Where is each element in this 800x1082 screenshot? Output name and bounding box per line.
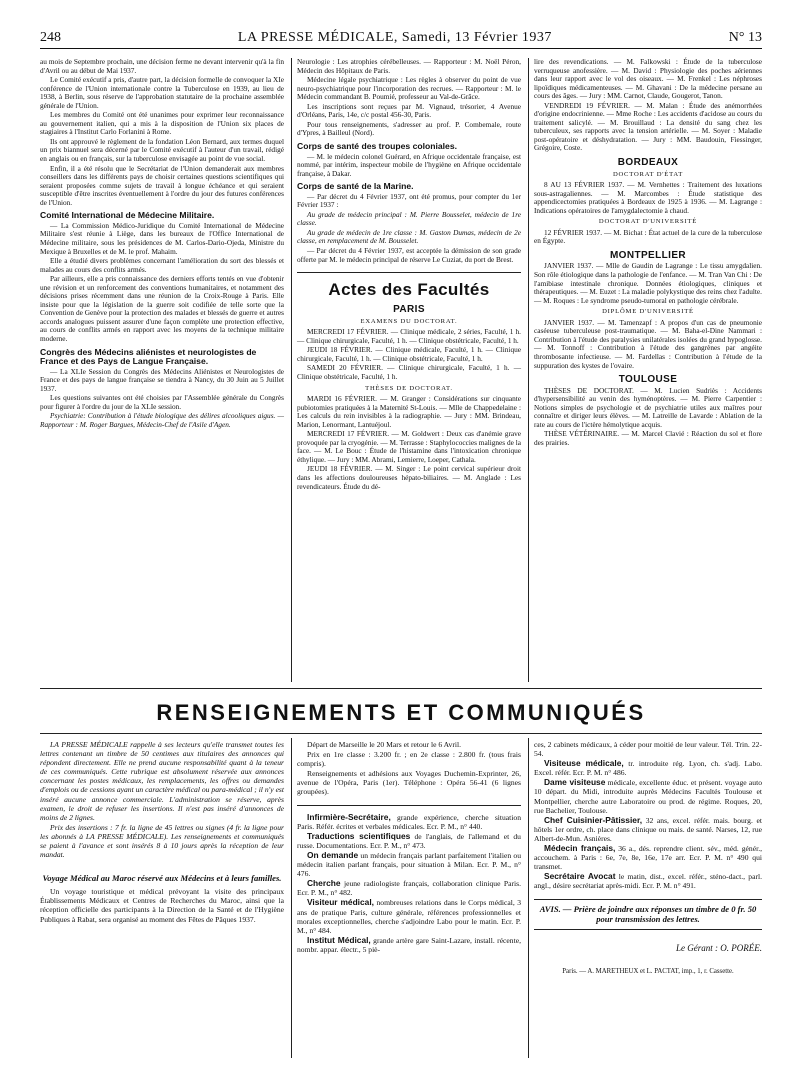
classified-ad bbox=[534, 872, 762, 890]
column-divider bbox=[528, 58, 529, 682]
paragraph: JANVIER 1937. — M. Tamenzapf : A propos d'un cas de pneumonie caséeuse tuberculeuse post-traumatique. — M. Baha-el-Dine Nammari : Contribution à l'étude des paralysies unilatérales isolées du grand hypoglosse. — M. Tonnoff : Contribution à l'étude des gangrènes par angéite thrombosante infectieuse. — M. Fardellas : Contribution à l'étude de la suppuration des kystes de l'ovaire. bbox=[534, 317, 762, 370]
ad-title: Médecin français, bbox=[544, 843, 616, 854]
ad-title: Visiteuse médicale, bbox=[544, 758, 624, 769]
paragraph: Pour tous renseignements, s'adresser au prof. P. Combemale, route d'Ypres, à Bailleul (Nord). bbox=[297, 119, 521, 138]
paragraph: au mois de Septembre prochain, une décision ferme ne devant intervenir qu'à la fin d'Avril ou au début de Mai 1937. bbox=[40, 57, 284, 75]
classified-ad bbox=[297, 813, 521, 831]
paragraph: THÈSES DE DOCTORAT. — M. Lucien Sudriès : Accidents d'hypersensibilité au venin des hyménoptères. — M. Pierre Carpentier : Notions simples de psychologie et de psychiatrie utiles aux maîtres pour connaître et diriger leurs élèves. — M. Latreille de Lavarde : Ablation de la rate au cours de l'ictère hémolytique acquis. bbox=[534, 385, 762, 429]
ad-text: grande expérience, cherche situation Paris. Référ. écrites et verbales médicales. Ecr. P. M., n° 440. bbox=[297, 812, 521, 831]
ad-title: On demande bbox=[307, 849, 359, 860]
paragraph: — La Commission Médico-Juridique du Comité International de Médecine Militaire s'est réunie à Liège, dans les bureaux de l'Office International de Médecine militaire, sous les présidences de M. Carlos-Dario-Ojeda, Ministre du Mexique à Bruxelles et de M. le prof. Mahaim. bbox=[40, 220, 284, 256]
column-3 bbox=[534, 58, 762, 447]
paragraph: — Par décret du 4 Février 1937, ont été promus, pour compter du 1er Février 1937 : bbox=[297, 191, 521, 210]
notice-paragraph: LA PRESSE MÉDICALE rappelle à ses lecteurs qu'elle transmet toutes les lettres contenant un timbre de 50 centimes aux titulaires des annonces qui répondent directement. Elle ne prend aucune responsabilité quant à la teneur de ces communiqués. Cette rubrique est absolument réservée aux annonces concernant les postes médicaux, les remplacements, les offres ou demandes d'emplois ou de cessions ayant un caractère médical ou para-médical ; il n'y est inséré aucune annonce commerciale. L'administration se réserve, après examen, le droit de refuser les insertions. Il n'est pas inséré d'annonces de moins de 2 lignes. bbox=[40, 740, 284, 822]
section-heading: Congrès des Médecins aliénistes et neurologistes de France et des Pays de Langue Française. bbox=[40, 346, 257, 367]
classified-ad bbox=[297, 832, 521, 850]
paragraph: lire des revendications. — M. Falkowski : Étude de la tuberculose verruqueuse anofessière. — M. David : Physiologie des poches aériennes dans leur rapport avec le vol des oiseaux. — M. Frenkel : Les néphroses lipoïdiques médicamenteuses. — M. Ghavani : De la médecine persane au cours des âges. — Jury : MM. Carnot, Claude, Gougerot, Tanon. bbox=[534, 57, 762, 101]
paragraph: MARDI 16 FÉVRIER. — M. Granger : Considérations sur cinquante pubiotomies pratiquées à la Maternité St-Louis. — Mlle de Chappedelaine : Les calculs du rein invisibles à la radiographie. — Jury : MM. Brindeau, Marion, Lenormant, Lantuéjoul. bbox=[297, 394, 521, 429]
paragraph: JEUDI 18 FÉVRIER. — Clinique médicale, Faculté, 1 h. — Clinique chirurgicale, Faculté, 1 h. — Clinique obstétricale, Faculté, 1 h. bbox=[297, 345, 521, 363]
ad-text: un médecin français parlant parfaitement l'italien ou médecin italien parlant français, pour situation à Milan. Ecr. P. M., n° 476. bbox=[297, 850, 521, 879]
ad-text: de l'anglais, de l'allemand et du russe. Documentations. Ecr. P. M., n° 473. bbox=[297, 831, 521, 850]
paragraph: JEUDI 18 FÉVRIER. — M. Singer : Le point cervical supérieur droit dans les affections douloureuses hépato-biliaires. — M. Anglade : Les revendicateurs. Étude du dé- bbox=[297, 464, 521, 491]
ad-title: Dame visiteuse bbox=[544, 777, 606, 788]
paragraph: Départ de Marseille le 20 Mars et retour le 6 Avril. bbox=[307, 740, 462, 749]
subheading: DOCTORAT D'UNIVERSITÉ bbox=[598, 218, 698, 226]
ad-title: Visiteur médical, bbox=[307, 897, 374, 908]
city-heading: PARIS bbox=[393, 304, 425, 316]
paragraph: JANVIER 1937. — Mlle de Gaudin de Lagrange : Le tissu amygdalien. Son rôle étiologique dans la pathologie de l'enfance. — M. Tran Van Chi : De l'amibiase intestinale chronique. Données étiologiques, cliniques et thérapeutiques. — M. Euzet : La maladie polykystique des reins chez l'adulte. — M. Roques : Le syndrome pseudo-tumoral en pathologie cérébrale. bbox=[534, 261, 762, 305]
printer-line: Paris. — A. MARETHEUX et L. PACTAT, imp., 1, r. Cassette. bbox=[562, 967, 734, 975]
bottom-column-1 bbox=[40, 740, 284, 924]
column-divider bbox=[291, 738, 292, 1058]
paragraph: Le Comité exécutif a pris, d'autre part, la décision formelle de convoquer la XIe conférence de l'Union internationale contre la Tuberculose en 1939, au lieu de 1938, à Berlin, sous réserve de l'approbation statutaire de la prochaine assemblée générale de l'Union. bbox=[40, 75, 284, 110]
paragraph: Elle a étudié divers problèmes concernant l'amélioration du sort des blessés et malades au cours des conflits armés. bbox=[40, 256, 284, 274]
paragraph: Au grade de médecin principal : M. Pierre Bousselet, médecin de 1re classe. bbox=[297, 209, 521, 228]
price-paragraph: Prix des insertions : 7 fr. la ligne de 45 lettres ou signes (4 fr. la ligne pour les abonnés à LA PRESSE MÉDICALE). Les renseignements et communiqués se paient à l'avance et sont insérés 8 à 10 jours après la réception de leur mandat. bbox=[40, 822, 284, 860]
classified-ad bbox=[297, 851, 521, 878]
paragraph: Les membres du Comité ont été unanimes pour exprimer leur reconnaissance au gouvernement italien, qui a mis à la disposition de l'Union six places de stagiaires à l'Institut Carlo Forlanini à Rome. bbox=[40, 110, 284, 137]
paragraph: MERCREDI 17 FÉVRIER. — Clinique médicale, 2 séries, Faculté, 1 h. — Clinique chirurgicale, Faculté, 1 h. — Clinique obstétricale, Faculté, 1 h. bbox=[297, 327, 521, 345]
ad-title: Infirmière-Secrétaire, bbox=[307, 811, 391, 822]
ad-text: 32 ans, excel. référ. mais. bourg. et hôtels 1er ordre, ch. place dans clinique ou mais. de santé. Narses, 12, rue Albert-de-Mun. Asnières. bbox=[534, 815, 762, 843]
column-2 bbox=[297, 58, 521, 491]
section-heading: Corps de santé de la Marine. bbox=[297, 181, 414, 192]
classified-ad bbox=[534, 759, 762, 777]
paragraph: SAMEDI 20 FÉVRIER. — Clinique chirurgicale, Faculté, 1 h. — Clinique obstétricale, Faculté, 1 h. bbox=[297, 363, 521, 381]
paragraph: ces, 2 cabinets médicaux, à céder pour moitié de leur valeur. Tél. Trin. 22-54. bbox=[534, 740, 762, 759]
paragraph: Ils ont approuvé le règlement de la fondation Léon Bernard, aux termes duquel un prix biannuel sera décerné par le Comité exécutif à l'auteur d'un travail, rédigé en anglais ou en français, sur la tuberculose envisagée au point de vue social. bbox=[40, 136, 284, 164]
classified-ad bbox=[534, 844, 762, 871]
section-heading: Comité International de Médecine Militaire. bbox=[40, 210, 215, 221]
bottom-column-3 bbox=[534, 740, 762, 976]
city-heading: TOULOUSE bbox=[618, 374, 678, 386]
publication-title: LA PRESSE MÉDICALE, Samedi, 13 Février 1937 bbox=[237, 30, 552, 45]
column-divider bbox=[528, 738, 529, 1058]
page-header bbox=[40, 24, 762, 49]
paragraph: — M. le médecin colonel Guérard, en Afrique occidentale française, est nommé, par intérim, inspecteur mobile de l'hygiène en Afrique occidentale française, à Dakar. bbox=[297, 151, 521, 178]
paragraph: Enfin, il a été résolu que le Secrétariat de l'Union demanderait aux membres conseillers dans les différents pays de choisir certaines questions scientifiques qui seraient proposées comme sujets de travail à longue échéance et qui seraient susceptible d'être inscrites éventuellement à l'ordre du jour des futures conférences de l'Union. bbox=[40, 163, 284, 207]
ad-text: tr. introduite rég. Lyon, ch. s'adj. Labo. Excel. référ. Ecr. P. M. n° 486. bbox=[534, 759, 763, 778]
ad-title: Traductions scientifiques bbox=[307, 830, 411, 841]
classified-ad bbox=[534, 778, 762, 814]
classified-ad bbox=[297, 936, 521, 954]
column-1 bbox=[40, 58, 284, 430]
paragraph: Au grade de médecin de 1re classe : M. Gaston Dumas, médecin de 2e classe, en remplacement de M. Bousselet. bbox=[297, 227, 521, 246]
paragraph: Prix en 1re classe : 3.200 fr. ; en 2e classe : 2.800 fr. (tous frais compris). bbox=[297, 750, 521, 769]
gerant-signature: Le Gérant : O. PORÉE. bbox=[676, 942, 762, 953]
paragraph: Neurologie : Les atrophies cérébelleuses. — Rapporteur : M. Noël Péron, Médecin des Hôpitaux de Paris. bbox=[297, 57, 521, 75]
city-heading: MONTPELLIER bbox=[609, 249, 687, 261]
section-rule bbox=[40, 688, 762, 689]
ad-title: Chef Cuisinier-Pâtissier, bbox=[544, 814, 643, 825]
section-rule bbox=[40, 733, 762, 734]
paragraph: Un voyage touristique et médical prévoyant la visite des principaux Établissements Médicaux et Centres de Recherches du Maroc, ainsi que la réception officielle des participants à la Direction de la Santé et de l'Hygiène Publiques à Rabat, sera organisé au moment des Fêtes de Pâques 1937. bbox=[40, 887, 284, 924]
bottom-column-2 bbox=[297, 740, 521, 954]
paragraph: Psychiatrie: Contribution à l'étude biologique des délires alcooliques aigus. — Rapporteur : M. Roger Bargues, Médecin-Chef de l'Asile d'Agen. bbox=[40, 411, 284, 430]
paragraph: — Par décret du 4 Février 1937, est acceptée la démission de son grade offerte par M. le médecin principal de réserve Le Cuziat, du port de Brest. bbox=[297, 246, 521, 264]
paragraph: Les questions suivantes ont été choisies par l'Assemblée générale du Congrès pour figurer à l'ordre du jour de la XLIe session. bbox=[40, 393, 284, 411]
paragraph: Renseignements et adhésions aux Voyages Duchemin-Exprinter, 26, avenue de l'Opéra, Paris (1er). Téléphone : Opéra 56-41 (6 lignes groupées). bbox=[297, 769, 521, 797]
paragraph: VENDREDI 19 FÉVRIER. — M. Malan : Étude des anémorrhées d'origine endocrinienne. — Mme Roche : Les accidents d'acidose au cours du traitement salicylé. — M. Brouillaud : La densité du sang chez les tuberculeux, ses rapports avec la tension artérielle. — M. Soyer : Maladie post-opératoire et déshydratation. — Jury : MM. Baudouin, Fiessinger, Grégoire, Coste. bbox=[534, 100, 762, 153]
issue-number: N° 13 bbox=[728, 30, 762, 45]
page-number: 248 bbox=[40, 30, 61, 45]
paragraph: Médecine légale psychiatrique : Les règles à observer du point de vue neuro-psychiatrique pour l'incorporation des recrues. — Rapporteur : M. le Médecin commandant B. Poumié, professeur au Val-de-Grâce. bbox=[297, 75, 521, 102]
avis-box: AVIS. — Prière de joindre aux réponses un timbre de 0 fr. 50 pour transmission des lettres. bbox=[534, 899, 762, 930]
ad-text: jeune radiologiste français, collaboration clinique Paris. Ecr. P. M., n° 482. bbox=[297, 879, 522, 898]
paragraph: MERCREDI 17 FÉVRIER. — M. Goldwert : Deux cas d'anémie grave provoquée par la cryogénie. — M. Terrasse : Staphylococcies malignes de la face. — M. Le Bouc : Étude de l'histamine dans l'intoxication chronique éthylique. — Jury : MM. Abrami, Lemierre, Loeper, Cathala. bbox=[297, 429, 521, 464]
ad-text: grande artère gare Saint-Lazare, install. récente, nombr. appar. électr., 5 piè- bbox=[297, 935, 521, 954]
rule bbox=[297, 805, 521, 807]
subheading: DIPLÔME D'UNIVERSITÉ bbox=[602, 308, 694, 316]
paragraph: — La XLIe Session du Congrès des Médecins Aliénistes et Neurologistes de France et des pays de langue française se tiendra à Nancy, du 30 Juin au 5 Juillet 1937. bbox=[40, 366, 284, 393]
paragraph: Par ailleurs, elle a pris connaissance des derniers efforts tentés en vue d'obtenir une révision et un renforcement des conventions humanitaires, et notamment des décisions prises récemment dans une réunion de la Croix-Rouge à Paris. Elle insiste pour que la législation de la guerre soit codifiée de telle sorte que la Convention de Genève pour la protection des malades et blessés de guerre et autres accords analogues puissent assurer d'une façon complète une protection effective, au cours de conflits armés en rapport avec les moyens de la technique militaire moderne. bbox=[40, 274, 284, 343]
section-heading: Corps de santé des troupes coloniales. bbox=[297, 140, 457, 151]
classified-ad bbox=[297, 879, 521, 897]
classified-ad bbox=[534, 816, 762, 843]
city-heading: BORDEAUX bbox=[617, 157, 679, 169]
ad-title: Cherche bbox=[307, 878, 341, 889]
subheading: THÈSES DE DOCTORAT. bbox=[365, 384, 453, 392]
paragraph: 12 FÉVRIER 1937. — M. Bichat : État actuel de la cure de la tuberculose en Égypte. bbox=[534, 227, 762, 246]
ad-text: 36 a., dés. reprendre client. sév., méd. génér., accouchem. à Paris : 6e, 7e, 8e, 16e, 17e arr. Ecr. P. M. n° 490 qui transmet. bbox=[534, 844, 762, 872]
subheading: DOCTORAT D'ÉTAT bbox=[612, 170, 684, 178]
paragraph: Les inscriptions sont reçues par M. Vignaud, trésorier, 4 Avenue d'Orléans, Paris, 14e, c/c postal 456-30, Paris. bbox=[297, 101, 521, 120]
ad-title: Secrétaire Avocat bbox=[544, 871, 616, 882]
ad-title: Institut Médical, bbox=[307, 934, 371, 945]
classified-ad bbox=[297, 898, 521, 934]
column-divider bbox=[291, 58, 292, 682]
paragraph: 8 AU 13 FÉVRIER 1937. — M. Vernhettes : Traitement des luxations sous-astragaliennes. — M. Marcombes : Étude statistique des appendicectomies pratiquées à Bordeaux de 1925 à 1936. — M. Lagrange : Indications opératoires de l'amygdalectomie à chaud. bbox=[534, 180, 762, 215]
paragraph: THÈSE VÉTÉRINAIRE. — M. Marcel Clavié : Réaction du sol et flore des prairies. bbox=[534, 429, 762, 447]
ad-text: le matin, dist., excel. référ., sténo-dact., parl. angl., désire secrétariat après-midi. Ecr. P. M. n° 491. bbox=[534, 872, 762, 891]
rule bbox=[297, 272, 521, 274]
subheading: EXAMENS DU DOCTORAT. bbox=[360, 317, 458, 325]
actes-facultes-title: Actes des Facultés bbox=[328, 280, 490, 300]
renseignements-title: RENSEIGNEMENTS ET COMMUNIQUÉS bbox=[156, 700, 646, 725]
ad-text: médicale, excellente éduc. et présent. voyage auto 10 départ. du Midi, introduite auprès Médecins Facultés Toulouse et Montpellier, cherche autre Laboratoire ou prod. de régime. Roques, 20, rue Bachelier, Toulouse. bbox=[534, 778, 762, 815]
voyage-title: Voyage Médical au Maroc réservé aux Médecins et à leurs familles. bbox=[42, 873, 282, 884]
ad-text: nombreuses relations dans le Corps médical, 3 ans de pratique Paris, culture générale, références professionnelles et morales exceptionnelles, cherche s'adjoindre Labo pour le matin. Ecr. P. M., n° 484. bbox=[297, 898, 521, 935]
